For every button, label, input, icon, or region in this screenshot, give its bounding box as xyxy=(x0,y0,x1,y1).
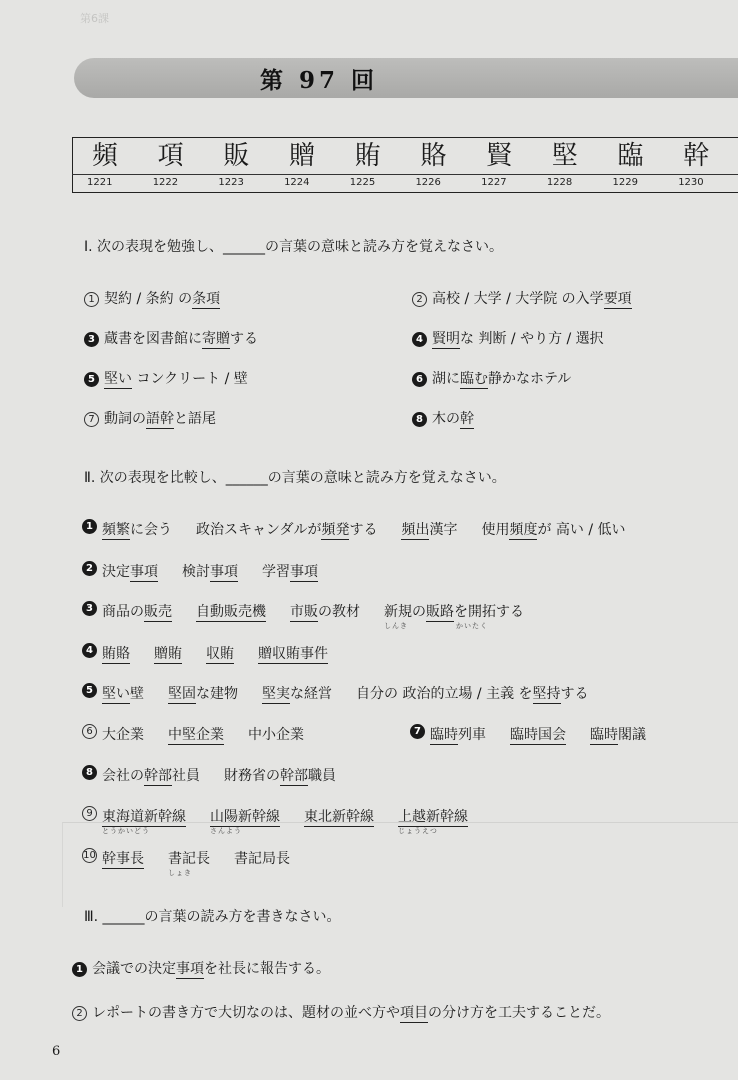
underlined-word: 収賄 xyxy=(206,646,234,662)
section2-row xyxy=(82,643,352,663)
kanji-number: 1221 xyxy=(87,177,113,188)
underlined-word: 事項 xyxy=(130,564,158,580)
expression xyxy=(356,683,589,703)
expression xyxy=(92,1005,610,1023)
underlined-word: 堅い xyxy=(102,686,130,702)
kanji-cell xyxy=(270,138,334,192)
expression-text: 漢字 xyxy=(429,522,458,538)
kanji-cell xyxy=(204,138,268,192)
expression xyxy=(401,519,457,539)
underlined-word: 語幹 xyxy=(146,411,174,427)
expression xyxy=(590,724,646,744)
expression-text: の分け方を工夫することだ。 xyxy=(428,1005,610,1021)
expression-text: 決定 xyxy=(102,564,130,580)
expression xyxy=(92,961,330,979)
expression xyxy=(510,724,566,744)
expression xyxy=(224,765,336,785)
expression xyxy=(102,643,130,663)
underlined-word: 頻繁 xyxy=(102,522,130,538)
kanji-table-divider xyxy=(72,174,738,175)
kanji-cell xyxy=(467,138,531,192)
underlined-word: 事項 xyxy=(290,564,318,580)
kanji-number: 1224 xyxy=(284,177,310,188)
item-number-badge: 1 xyxy=(72,962,87,977)
item-number-badge: 6 xyxy=(412,372,427,387)
section1-item xyxy=(84,328,258,348)
underlined-word: 臨時 xyxy=(590,727,618,743)
section2-title: Ⅱ. 次の表現を比較し、______の言葉の意味と読み方を覚えなさい。 xyxy=(84,470,506,486)
expression-text: に会う xyxy=(130,522,172,538)
expression-text: する xyxy=(560,686,589,702)
expression xyxy=(104,331,258,349)
underlined-word: 項目 xyxy=(400,1005,428,1021)
underlined-word: 頻度 xyxy=(509,522,538,538)
kanji-char: 賄 xyxy=(354,141,381,171)
kanji-char: 賢 xyxy=(486,141,513,171)
expression xyxy=(104,371,248,389)
section2-row xyxy=(410,724,670,744)
expression-text: 動詞の xyxy=(104,411,146,427)
faint-show-through xyxy=(62,822,738,907)
expression xyxy=(102,519,172,539)
section2-row xyxy=(82,601,548,630)
expression-text: 書記局長 xyxy=(234,851,290,867)
expression-text: 書記長 xyxy=(168,851,210,867)
underlined-word: 幹部 xyxy=(144,768,172,784)
underlined-word: 幹事長 xyxy=(102,851,144,867)
header-mark: 第6課 xyxy=(80,12,109,25)
kanji-char: 販 xyxy=(223,141,250,171)
section2-row xyxy=(82,561,342,581)
expression xyxy=(196,601,266,621)
kanji-number: 1222 xyxy=(152,177,179,188)
section1-item xyxy=(412,408,474,428)
expression-text: 新規の xyxy=(384,604,426,620)
expression-text: 中小企業 xyxy=(248,727,304,743)
expression xyxy=(206,643,234,663)
expression-text: 職員 xyxy=(308,768,336,784)
expression xyxy=(102,765,200,785)
underlined-word: 自動販売機 xyxy=(196,604,266,620)
underlined-word: 賄賂 xyxy=(102,646,130,662)
underlined-word: 販売 xyxy=(144,604,172,620)
item-number-badge: 7 xyxy=(84,412,99,427)
kanji-cell xyxy=(664,138,728,192)
expression-text: 学習 xyxy=(262,564,290,580)
expression-text: の教材 xyxy=(318,604,360,620)
expression-text: 検討 xyxy=(182,564,210,580)
expression xyxy=(154,643,182,663)
kanji-cell xyxy=(139,138,203,192)
underlined-word: 幹部 xyxy=(280,768,308,784)
expression xyxy=(104,291,220,309)
kanji-char: 幹 xyxy=(683,141,710,171)
kanji-char: 贈 xyxy=(289,141,316,171)
furigana: とうかいどう xyxy=(102,827,150,835)
section3-item xyxy=(72,1002,610,1022)
underlined-word: 要項 xyxy=(603,291,632,307)
underlined-word: 堅実 xyxy=(262,686,290,702)
underlined-word: 東海道新幹線 xyxy=(102,809,186,825)
expression-text: 社員 xyxy=(172,768,200,784)
underlined-word: 事項 xyxy=(176,961,204,977)
section1-item xyxy=(84,408,216,428)
item-number-badge: 1 xyxy=(82,519,97,534)
item-number-badge: 8 xyxy=(412,412,427,427)
expression-text: 会社の xyxy=(102,768,144,784)
kanji-char: 堅 xyxy=(551,141,578,171)
item-number-badge: 7 xyxy=(410,724,425,739)
underlined-word: 贈賄 xyxy=(154,646,182,662)
section2-row xyxy=(82,765,360,785)
expression xyxy=(430,724,486,744)
expression-text: 壁 xyxy=(130,686,144,702)
expression-text: 列車 xyxy=(458,727,486,743)
underlined-word: 堅固 xyxy=(168,686,196,702)
underlined-word: 市販 xyxy=(290,604,318,620)
expression-text: する xyxy=(230,331,258,347)
expression-text: 閣議 xyxy=(618,727,646,743)
kanji-char: 項 xyxy=(157,141,184,171)
section3-title: Ⅲ. ______の言葉の読み方を書きなさい。 xyxy=(84,909,341,925)
section1-item xyxy=(84,288,220,308)
kanji-number: 1228 xyxy=(546,177,573,188)
expression-text: 木の xyxy=(432,411,460,427)
expression xyxy=(384,601,524,630)
expression-text: 静かなホテル xyxy=(488,371,572,387)
section3-item xyxy=(72,958,330,978)
expression-text: 政治スキャンダルが xyxy=(196,522,322,538)
expression-text: 蔵書を図書館に xyxy=(104,331,202,347)
expression xyxy=(102,601,172,621)
kanji-number: 1230 xyxy=(678,177,704,188)
item-number-badge: 8 xyxy=(82,765,97,780)
section1-item xyxy=(412,368,571,388)
furigana: しんき かいたく xyxy=(384,622,488,630)
underlined-word: 幹 xyxy=(460,411,474,427)
kanji-table xyxy=(72,137,738,193)
expression xyxy=(262,683,332,703)
expression xyxy=(102,724,144,744)
kanji-number: 1227 xyxy=(481,177,507,188)
underlined-word: 堅持 xyxy=(532,686,561,702)
expression-text: な建物 xyxy=(196,686,238,702)
item-number-badge: 1 xyxy=(84,292,99,307)
expression-text: 湖に xyxy=(432,371,460,387)
furigana: しょき xyxy=(168,869,192,877)
underlined-word: 上越新幹線 xyxy=(398,809,468,825)
item-number-badge: 2 xyxy=(72,1006,87,1021)
underlined-word: 臨む xyxy=(460,371,488,387)
item-number-badge: 4 xyxy=(412,332,427,347)
expression-text: を開拓する xyxy=(454,604,524,620)
expression xyxy=(168,683,238,703)
underlined-word: 臨時国会 xyxy=(510,727,566,743)
expression xyxy=(168,724,224,744)
lesson-banner xyxy=(74,58,738,98)
expression-text: 会議での決定 xyxy=(92,961,176,977)
expression xyxy=(258,643,328,663)
section1-item xyxy=(412,328,604,348)
underlined-word: 堅い xyxy=(104,371,132,387)
expression-text: 使用 xyxy=(481,522,510,538)
expression-text: コンクリート / 壁 xyxy=(132,371,248,387)
kanji-number: 1226 xyxy=(415,177,441,188)
kanji-char: 賂 xyxy=(420,141,447,171)
underlined-word: 頻出 xyxy=(401,522,430,538)
underlined-word: 東北新幹線 xyxy=(304,809,374,825)
underlined-word: 山陽新幹線 xyxy=(210,809,280,825)
underlined-word: 寄贈 xyxy=(202,331,230,347)
expression xyxy=(182,561,238,581)
section2-row xyxy=(82,724,328,744)
expression xyxy=(248,724,304,744)
underlined-word: 贈収賄事件 xyxy=(258,646,328,662)
item-number-badge: 3 xyxy=(84,332,99,347)
kanji-number: 1229 xyxy=(612,177,638,188)
item-number-badge: 9 xyxy=(82,806,97,821)
expression xyxy=(102,561,158,581)
item-number-badge: 10 xyxy=(83,850,96,861)
expression-text: と語尾 xyxy=(174,411,216,427)
item-number-badge: 2 xyxy=(82,561,97,576)
kanji-number: 1223 xyxy=(218,177,244,188)
expression-text: な経営 xyxy=(290,686,332,702)
expression xyxy=(432,371,571,389)
expression-text: 高校 / 大学 / 大学院 の入学 xyxy=(432,291,604,307)
underlined-word: 中堅企業 xyxy=(168,727,224,743)
expression-text: レポートの書き方で大切なのは、題材の並べ方や xyxy=(92,1005,400,1021)
expression-text: が 高い / 低い xyxy=(537,522,626,538)
underlined-word: 臨時 xyxy=(430,727,458,743)
expression-text: を社長に報告する。 xyxy=(204,961,330,977)
expression-text: な 判断 / やり方 / 選択 xyxy=(460,331,604,347)
expression-text: する xyxy=(349,522,378,538)
section2-row xyxy=(82,683,613,703)
page-number: 6 xyxy=(52,1044,61,1059)
furigana: さんよう xyxy=(210,827,242,835)
section2-row xyxy=(82,519,650,539)
item-number-badge: 3 xyxy=(82,601,97,616)
kanji-char: 頻 xyxy=(91,141,118,171)
kanji-char: 臨 xyxy=(617,141,644,171)
furigana: じょうえつ xyxy=(398,827,438,835)
item-number-badge: 4 xyxy=(82,643,97,658)
kanji-cell xyxy=(73,138,137,192)
expression xyxy=(262,561,318,581)
banner-title: 第 97 回 xyxy=(259,66,379,94)
section1-item xyxy=(84,368,248,388)
expression xyxy=(102,683,144,703)
expression xyxy=(104,411,216,429)
expression-text: 財務省の xyxy=(224,768,280,784)
item-number-badge: 2 xyxy=(412,292,427,307)
kanji-number: 1225 xyxy=(349,177,376,188)
underlined-word: 頻発 xyxy=(321,522,350,538)
underlined-word: 事項 xyxy=(210,564,238,580)
underlined-word: 販路 xyxy=(426,604,454,620)
expression-text: 契約 / 条約 の xyxy=(104,291,193,307)
kanji-cell xyxy=(599,138,663,192)
section1-title: Ⅰ. 次の表現を勉強し、______の言葉の意味と読み方を覚えなさい。 xyxy=(84,239,504,255)
kanji-cell xyxy=(533,138,597,192)
item-number-badge: 5 xyxy=(82,683,97,698)
underlined-word: 条項 xyxy=(192,291,221,307)
expression-text: 大企業 xyxy=(102,727,144,743)
expression xyxy=(290,601,360,621)
expression-text: 自分の 政治的立場 / 主義 を xyxy=(356,686,533,702)
expression xyxy=(432,291,632,309)
section1-item xyxy=(412,288,632,308)
expression xyxy=(432,411,474,429)
item-number-badge: 6 xyxy=(82,724,97,739)
expression xyxy=(481,519,625,539)
expression-text: 商品の xyxy=(102,604,144,620)
kanji-cell xyxy=(401,138,465,192)
expression xyxy=(196,519,377,539)
kanji-cell xyxy=(336,138,400,192)
expression xyxy=(432,331,604,349)
item-number-badge: 5 xyxy=(84,372,99,387)
underlined-word: 賢明 xyxy=(432,331,460,347)
